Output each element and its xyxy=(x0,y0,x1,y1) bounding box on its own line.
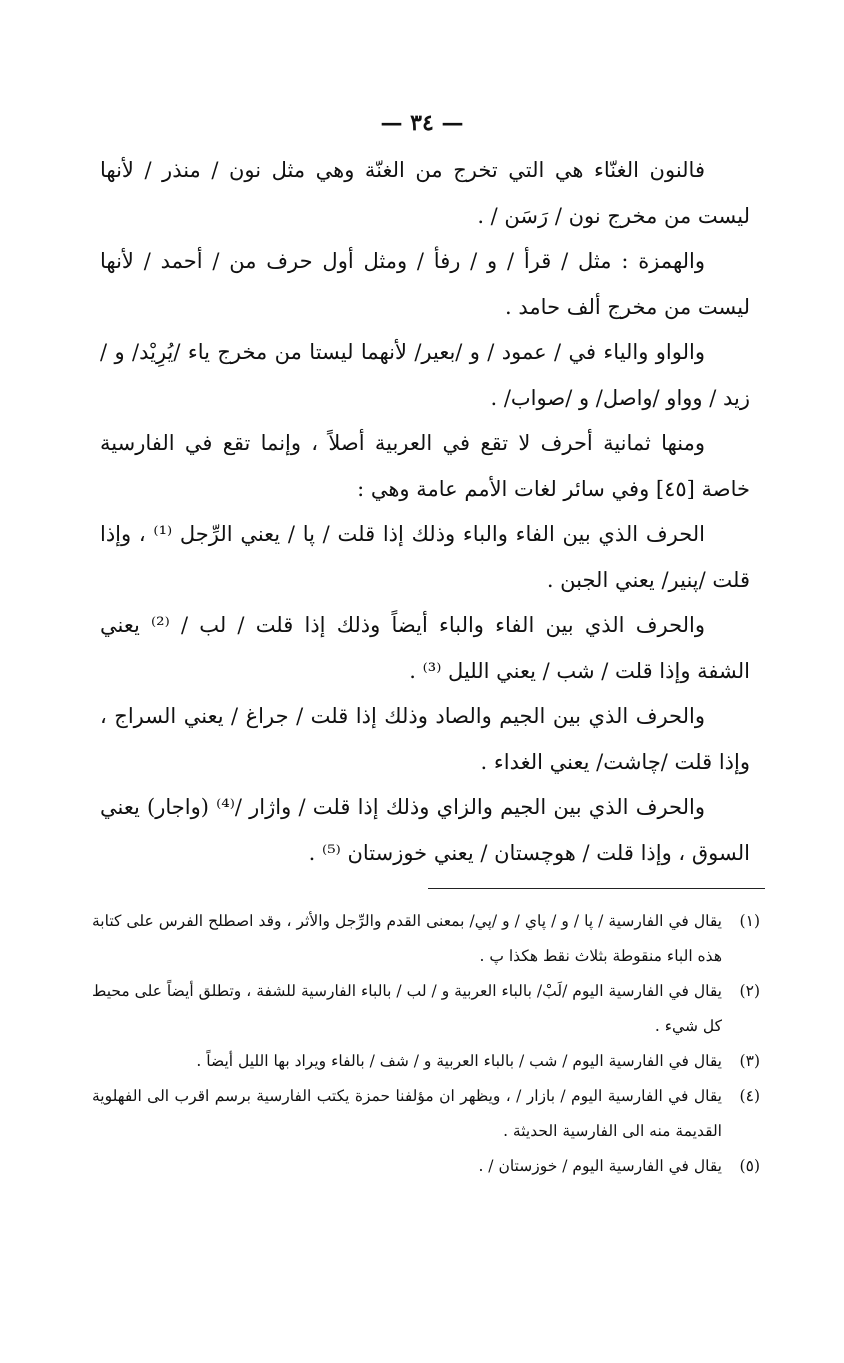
paragraph-nun: فالنون الغنّاء هي التي تخرج من الغنّة وهي مثل نون / منذر / لأنها ليست من مخرج نون / رَسَن / . xyxy=(100,158,750,228)
footnotes xyxy=(92,904,760,1184)
body-text xyxy=(100,148,750,876)
paragraph-eight-letters: ومنها ثمانية أحرف لا تقع في العربية أصلاً ، وإنما تقع في الفارسية خاصة [٤٥] وفي سائر لغات الأمم عامة وهي : xyxy=(100,431,750,501)
footnote-divider xyxy=(428,888,765,889)
paragraph-waw-ya: والواو والياء في / عمود / و /بعير/ لأنهما ليستا من مخرج ياء /يُرِيْد/ و / زيد / وواو /واصل/ و /صواب/ . xyxy=(100,340,750,410)
footnote-text: يقال في الفارسية اليوم / خوزستان / . xyxy=(478,1157,722,1175)
paragraph-letter-pa: الحرف الذي بين الفاء والباء وذلك إذا قلت / پا / يعني الرِّجل ⁽¹⁾ ، وإذا قلت /پنير/ يعني الجبن . xyxy=(100,522,750,592)
footnote-item xyxy=(92,974,760,1044)
footnote-item xyxy=(92,904,760,974)
footnote-text: يقال في الفارسية اليوم /لَبْ/ بالباء العربية و / لب / بالباء الفارسية للشفة ، وتطلق أيضاً على محيط كل شيء . xyxy=(92,982,722,1035)
footnote-number: (٥) xyxy=(739,1157,760,1175)
paragraph-letter-cha: والحرف الذي بين الجيم والصاد وذلك إذا قلت / جراغ / يعني السراج ، وإذا قلت /چاشت/ يعني الغداء . xyxy=(100,704,750,774)
footnote-number: (٣) xyxy=(739,1052,760,1070)
paragraph-hamza: والهمزة : مثل / قرأ / و / رفأ / ومثل أول حرف من / أحمد / لأنها ليست من مخرج ألف حامد . xyxy=(100,249,750,319)
footnote-item xyxy=(92,1044,760,1079)
footnote-number: (١) xyxy=(739,912,760,930)
footnote-text: يقال في الفارسية / پا / و / پاي / و /پي/ بمعنى القدم والرِّجل والأثر ، وقد اصطلح الفرس على كتابة هذه الباء منقوطة بثلاث نقط هكذا پ . xyxy=(92,912,722,965)
footnote-item xyxy=(92,1149,760,1184)
footnote-number: (٢) xyxy=(739,982,760,1000)
paragraph-letter-fa-ba: والحرف الذي بين الفاء والباء أيضاً وذلك إذا قلت / لب / ⁽²⁾ يعني الشفة وإذا قلت / شب / يعني الليل ⁽³⁾ . xyxy=(100,613,750,683)
footnote-text: يقال في الفارسية اليوم / بازار / ، ويظهر ان مؤلفنا حمزة يكتب الفارسية برسم اقرب الى الفهلوية القديمة منه الى الفارسية الحديثة . xyxy=(92,1087,722,1140)
footnote-text: يقال في الفارسية اليوم / شب / بالباء العربية و / شف / بالفاء ويراد بها الليل أيضاً . xyxy=(196,1052,722,1070)
footnote-number: (٤) xyxy=(739,1087,760,1105)
paragraph-letter-zha: والحرف الذي بين الجيم والزاي وذلك إذا قلت / واژار /⁽⁴⁾ (واجار) يعني السوق ، وإذا قلت / هوچستان / يعني خوزستان ⁽⁵⁾ . xyxy=(100,795,750,865)
footnote-item xyxy=(92,1079,760,1149)
page-number: — ٣٤ — xyxy=(380,110,464,136)
